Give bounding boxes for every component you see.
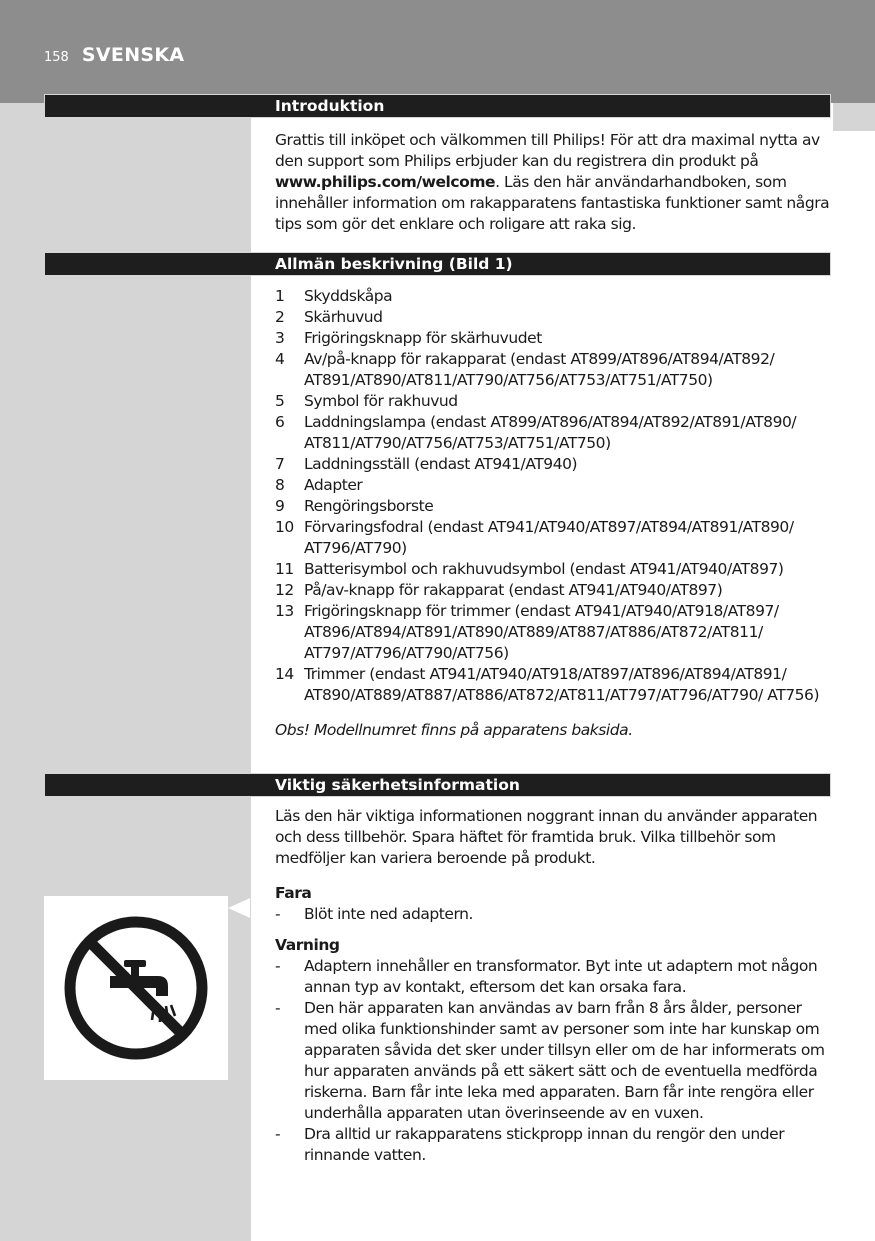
- safety-block: [275, 806, 830, 1166]
- section-title-intro: Introduktion: [275, 97, 385, 115]
- item-text: Skyddskåpa: [304, 287, 393, 305]
- section-bar-intro: [44, 94, 831, 118]
- item-number: 2: [275, 308, 285, 326]
- page-number: 158: [44, 50, 69, 65]
- item-dash: -: [275, 1125, 281, 1143]
- item-text: Rengöringsborste: [304, 497, 434, 515]
- icon-pointer: [228, 898, 250, 918]
- list-item: [275, 391, 830, 412]
- list-item: [275, 496, 830, 517]
- language-title: SVENSKA: [81, 44, 185, 66]
- item-text: Skärhuvud: [304, 308, 383, 326]
- item-text: På/av-knapp för rakapparat (endast AT941/AT940/AT897): [304, 581, 723, 599]
- list-item: [275, 1124, 830, 1166]
- warning-heading: Varning: [275, 936, 340, 954]
- item-number: 14: [275, 665, 294, 683]
- list-item: [275, 475, 830, 496]
- list-item: [275, 454, 830, 475]
- list-item: [275, 580, 830, 601]
- list-item: [275, 307, 830, 328]
- list-item: [275, 664, 830, 706]
- warning-list: [275, 956, 830, 1166]
- danger-heading: Fara: [275, 884, 312, 902]
- item-dash: -: [275, 999, 281, 1017]
- item-number: 11: [275, 560, 294, 578]
- item-text: Förvaringsfodral (endast AT941/AT940/AT897/AT894/AT891/AT890/ AT796/AT790): [304, 518, 794, 557]
- item-number: 13: [275, 602, 294, 620]
- welcome-link[interactable]: www.philips.com/welcome: [275, 173, 496, 191]
- item-text: Adaptern innehåller en transformator. Byt inte ut adaptern mot någon annan typ av kontakt, eftersom det kan orsaka fara.: [304, 957, 818, 996]
- item-number: 1: [275, 287, 285, 305]
- list-item: [275, 349, 830, 391]
- item-number: 5: [275, 392, 285, 410]
- item-text: Den här apparaten kan användas av barn från 8 års ålder, personer med olika funktionshinder samt av personer som inte har kunskap om apparaten såvida det sker under tillsyn eller om de har informerats om hur apparaten används på ett säkert sätt och de eventuella medförda riskerna. Barn får inte leka med apparaten. Barn får inte rengöra eller underhålla apparaten utan överinseende av en vuxen.: [304, 999, 825, 1122]
- intro-text-before: Grattis till inköpet och välkommen till Philips! För att dra maximal nytta av den support som Philips erbjuder kan du registrera din produkt på: [275, 131, 820, 170]
- list-item: [275, 412, 830, 454]
- item-text: Laddningsställ (endast AT941/AT940): [304, 455, 578, 473]
- item-number: 6: [275, 413, 285, 431]
- item-number: 3: [275, 329, 285, 347]
- item-text: Blöt inte ned adaptern.: [304, 905, 474, 923]
- list-item: [275, 328, 830, 349]
- parts-list-block: [275, 286, 830, 741]
- safety-intro: Läs den här viktiga informationen noggrant innan du använder apparaten och dess tillbehör. Spara häftet för framtida bruk. Vilka tillbehör som medföljer kan variera beroende på produkt.: [275, 807, 818, 867]
- right-margin-tab: [833, 103, 875, 131]
- item-text: Av/på-knapp för rakapparat (endast AT899/AT896/AT894/AT892/ AT891/AT890/AT811/AT790/AT756/AT753/AT751/AT750): [304, 350, 775, 389]
- section-title-general: Allmän beskrivning (Bild 1): [275, 255, 513, 273]
- danger-list: [275, 904, 830, 925]
- no-running-water-icon: [60, 912, 212, 1064]
- list-item: [275, 517, 830, 559]
- list-item: [275, 286, 830, 307]
- item-number: 12: [275, 581, 294, 599]
- section-title-safety: Viktig säkerhetsinformation: [275, 776, 520, 794]
- item-text: Batterisymbol och rakhuvudsymbol (endast AT941/AT940/AT897): [304, 560, 784, 578]
- item-text: Dra alltid ur rakapparatens stickpropp innan du rengör den under rinnande vatten.: [304, 1125, 785, 1164]
- item-number: 8: [275, 476, 285, 494]
- list-item: [275, 601, 830, 664]
- list-item: [275, 559, 830, 580]
- list-item: [275, 904, 830, 925]
- item-number: 4: [275, 350, 285, 368]
- item-dash: -: [275, 957, 281, 975]
- item-text: Adapter: [304, 476, 363, 494]
- item-text: Frigöringsknapp för trimmer (endast AT941/AT940/AT918/AT897/ AT896/AT894/AT891/AT890/AT889/AT887/AT886/AT872/AT811/ AT797/AT796/AT790/AT756): [304, 602, 779, 662]
- intro-text-after: . Läs den här användarhandboken, som innehåller information om rakapparatens fantastiska funktioner samt några tips som gör det enklare och roligare att raka sig.: [275, 173, 830, 233]
- item-dash: -: [275, 905, 281, 923]
- warning-icon-box: [44, 896, 228, 1080]
- item-text: Frigöringsknapp för skärhuvudet: [304, 329, 542, 347]
- intro-paragraph: [275, 130, 830, 235]
- item-number: 7: [275, 455, 285, 473]
- item-number: 9: [275, 497, 285, 515]
- model-note: Obs! Modellnumret finns på apparatens baksida.: [275, 721, 633, 739]
- item-number: 10: [275, 518, 294, 536]
- item-text: Symbol för rakhuvud: [304, 392, 458, 410]
- item-text: Trimmer (endast AT941/AT940/AT918/AT897/AT896/AT894/AT891/ AT890/AT889/AT887/AT886/AT872/AT811/AT797/AT796/AT790/ AT756): [304, 665, 820, 704]
- list-item: [275, 956, 830, 998]
- parts-list: [275, 286, 830, 706]
- list-item: [275, 998, 830, 1124]
- section-bar-safety: [44, 773, 831, 797]
- page-header: [44, 44, 184, 66]
- item-text: Laddningslampa (endast AT899/AT896/AT894/AT892/AT891/AT890/ AT811/AT790/AT756/AT753/AT751/AT750): [304, 413, 797, 452]
- section-bar-general: [44, 252, 831, 276]
